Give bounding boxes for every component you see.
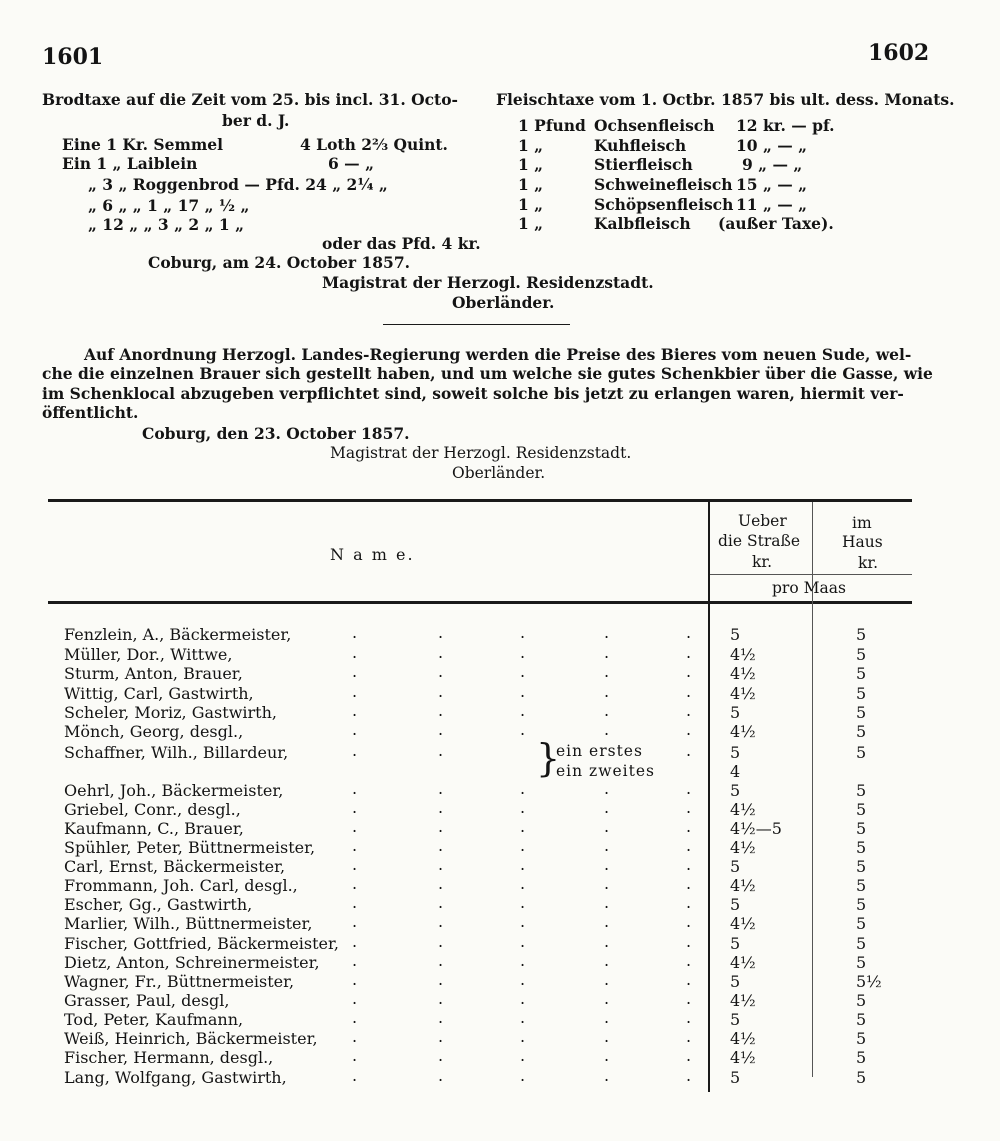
row-name: Spühler, Peter, Büttnermeister, bbox=[64, 838, 316, 857]
row-name: Fischer, Gottfried, Bäckermeister, bbox=[64, 934, 339, 953]
leader-dot: . bbox=[520, 855, 526, 874]
fleisch-meat-6: Kalbfleisch bbox=[594, 214, 691, 233]
section-separator bbox=[383, 324, 570, 325]
fleisch-qty-1: 1 Pfund bbox=[518, 116, 586, 135]
leader-dot: . bbox=[438, 662, 444, 681]
leader-dot: . bbox=[604, 643, 610, 662]
fleisch-price-1: 12 kr. — pf. bbox=[736, 116, 835, 135]
table-divider-main bbox=[708, 502, 710, 1092]
row-name: Wittig, Carl, Gastwirth, bbox=[64, 684, 254, 703]
row-value-street: 4 bbox=[730, 762, 741, 781]
row-name: Weiß, Heinrich, Bäckermeister, bbox=[64, 1029, 318, 1048]
leader-dot: . bbox=[520, 932, 526, 951]
row-value-house: 5 bbox=[856, 914, 867, 933]
row-name: Grasser, Paul, desgl, bbox=[64, 991, 230, 1010]
leader-dot: . bbox=[438, 855, 444, 874]
leader-dot: . bbox=[604, 623, 610, 642]
leader-dot: . bbox=[686, 836, 692, 855]
leader-dot: . bbox=[352, 817, 358, 836]
column-header-per: pro Maas bbox=[772, 579, 846, 597]
brodtaxe-row-2: Ein 1 „ Laiblein bbox=[62, 154, 198, 173]
row-value-house: 5 bbox=[856, 743, 867, 762]
leader-dot: . bbox=[604, 779, 610, 798]
column-header-gasse-1: Ueber bbox=[738, 512, 787, 530]
page-number-right: 1602 bbox=[868, 40, 930, 66]
leader-dot: . bbox=[604, 798, 610, 817]
leader-dot: . bbox=[686, 682, 692, 701]
row-name: Griebel, Conr., desgl., bbox=[64, 800, 241, 819]
fleisch-qty-4: 1 „ bbox=[518, 175, 544, 194]
row-value-house: 5 bbox=[856, 895, 867, 914]
leader-dot: . bbox=[604, 701, 610, 720]
leader-dot: . bbox=[438, 951, 444, 970]
row-value-street: 5 bbox=[730, 857, 741, 876]
leader-dot: . bbox=[520, 989, 526, 1008]
leader-dot: . bbox=[604, 836, 610, 855]
row-value-house: 5 bbox=[856, 781, 867, 800]
row-value-street: 4½ bbox=[730, 1029, 756, 1048]
row-name: Escher, Gg., Gastwirth, bbox=[64, 895, 253, 914]
fleisch-qty-3: 1 „ bbox=[518, 155, 544, 174]
leader-dot: . bbox=[520, 1027, 526, 1046]
row-value-house: 5 bbox=[856, 664, 867, 683]
row-value-house: 5 bbox=[856, 703, 867, 722]
brodtaxe-magistrat: Magistrat der Herzogl. Residenzstadt. bbox=[322, 273, 654, 292]
leader-dot: . bbox=[604, 951, 610, 970]
row-value-street: 4½ bbox=[730, 684, 756, 703]
leader-dot: . bbox=[352, 1046, 358, 1065]
leader-dot: . bbox=[352, 623, 358, 642]
leader-dot: . bbox=[604, 662, 610, 681]
brodtaxe-oder: oder das Pfd. 4 kr. bbox=[322, 234, 481, 253]
leader-dot: . bbox=[604, 912, 610, 931]
leader-dot: . bbox=[686, 874, 692, 893]
row-value-street: 5 bbox=[730, 934, 741, 953]
leader-dot: . bbox=[352, 893, 358, 912]
row-name: Dietz, Anton, Schreinermeister, bbox=[64, 953, 320, 972]
leader-dot: . bbox=[520, 874, 526, 893]
row-value-street: 5 bbox=[730, 972, 741, 991]
fleisch-meat-3: Stierfleisch bbox=[594, 155, 693, 174]
fleisch-price-2: 10 „ — „ bbox=[736, 136, 808, 155]
row-value-street: 4½ bbox=[730, 838, 756, 857]
leader-dot: . bbox=[686, 951, 692, 970]
leader-dot: . bbox=[352, 855, 358, 874]
row-value-house: 5 bbox=[856, 934, 867, 953]
page-number-left: 1601 bbox=[42, 44, 104, 70]
row-name: Schaffner, Wilh., Billardeur, bbox=[64, 743, 289, 762]
leader-dot: . bbox=[352, 701, 358, 720]
row-value-house: 5 bbox=[856, 645, 867, 664]
leader-dot: . bbox=[438, 989, 444, 1008]
brodtaxe-title: Brodtaxe auf die Zeit vom 25. bis incl. 31. Octo- bbox=[42, 90, 458, 109]
fleisch-meat-2: Kuhfleisch bbox=[594, 136, 687, 155]
leader-dot: . bbox=[686, 970, 692, 989]
leader-dot: . bbox=[604, 682, 610, 701]
row-value-street: 4½ bbox=[730, 645, 756, 664]
row-value-house: 5 bbox=[856, 1010, 867, 1029]
row-name: Carl, Ernst, Bäckermeister, bbox=[64, 857, 286, 876]
row-value-street: 5 bbox=[730, 625, 741, 644]
leader-dot: . bbox=[520, 720, 526, 739]
leader-dot: . bbox=[438, 741, 444, 760]
leader-dot: . bbox=[352, 836, 358, 855]
row-name: Müller, Dor., Wittwe, bbox=[64, 645, 233, 664]
bier-paragraph-line-2: che die einzelnen Brauer sich gestellt haben, und um welche sie gutes Schenkbier über die Gasse, wie bbox=[42, 364, 933, 383]
column-header-gasse-2: die Straße bbox=[718, 532, 801, 550]
leader-dot: . bbox=[438, 720, 444, 739]
leader-dot: . bbox=[686, 701, 692, 720]
leader-dot: . bbox=[520, 970, 526, 989]
leader-dot: . bbox=[686, 855, 692, 874]
leader-dot: . bbox=[352, 932, 358, 951]
leader-dot: . bbox=[438, 623, 444, 642]
fleischtaxe-title: Fleischtaxe vom 1. Octbr. 1857 bis ult. dess. Monats. bbox=[496, 90, 955, 109]
leader-dot: . bbox=[352, 951, 358, 970]
leader-dot: . bbox=[686, 1066, 692, 1085]
row-value-house: 5 bbox=[856, 991, 867, 1010]
bier-place-date: Coburg, den 23. October 1857. bbox=[142, 424, 410, 443]
brodtaxe-title-cont: ber d. J. bbox=[222, 111, 290, 130]
leader-dot: . bbox=[438, 970, 444, 989]
row-name: Marlier, Wilh., Büttnermeister, bbox=[64, 914, 313, 933]
leader-dot: . bbox=[438, 1008, 444, 1027]
row-name: Kaufmann, C., Brauer, bbox=[64, 819, 244, 838]
brodtaxe-row-2-weight: 6 — „ bbox=[328, 154, 374, 173]
fleisch-qty-2: 1 „ bbox=[518, 136, 544, 155]
leader-dot: . bbox=[438, 701, 444, 720]
leader-dot: . bbox=[686, 643, 692, 662]
leader-dot: . bbox=[352, 1027, 358, 1046]
fleisch-price-5: 11 „ — „ bbox=[736, 195, 808, 214]
row-name: Lang, Wolfgang, Gastwirth, bbox=[64, 1068, 287, 1087]
column-header-haus-2: Haus bbox=[842, 533, 883, 551]
leader-dot: . bbox=[520, 951, 526, 970]
leader-dot: . bbox=[604, 817, 610, 836]
leader-dot: . bbox=[686, 1046, 692, 1065]
fleisch-meat-4: Schweinefleisch bbox=[594, 175, 733, 194]
row-value-street: 5 bbox=[730, 743, 741, 762]
brace-icon: } bbox=[536, 736, 561, 780]
leader-dot: . bbox=[520, 701, 526, 720]
leader-dot: . bbox=[352, 1066, 358, 1085]
leader-dot: . bbox=[686, 932, 692, 951]
fleisch-price-6: (außer Taxe). bbox=[718, 214, 834, 233]
table-top-rule bbox=[48, 499, 912, 502]
fleisch-price-4: 15 „ — „ bbox=[736, 175, 808, 194]
leader-dot: . bbox=[520, 817, 526, 836]
brace-label-first: ein erstes bbox=[556, 742, 643, 760]
row-value-street: 4½ bbox=[730, 722, 756, 741]
fleisch-qty-5: 1 „ bbox=[518, 195, 544, 214]
leader-dot: . bbox=[520, 893, 526, 912]
leader-dot: . bbox=[604, 720, 610, 739]
column-header-haus-3: kr. bbox=[858, 554, 879, 572]
row-value-house: 5 bbox=[856, 838, 867, 857]
leader-dot: . bbox=[352, 741, 358, 760]
bier-paragraph-line-4: öffentlicht. bbox=[42, 403, 139, 422]
leader-dot: . bbox=[686, 623, 692, 642]
brodtaxe-row-1: Eine 1 Kr. Semmel bbox=[62, 135, 224, 154]
leader-dot: . bbox=[520, 662, 526, 681]
leader-dot: . bbox=[686, 1027, 692, 1046]
leader-dot: . bbox=[520, 779, 526, 798]
row-value-street: 4½ bbox=[730, 991, 756, 1010]
brodtaxe-signer: Oberländer. bbox=[452, 293, 555, 312]
row-value-street: 5 bbox=[730, 895, 741, 914]
leader-dot: . bbox=[604, 970, 610, 989]
table-header-subrule bbox=[710, 574, 912, 575]
leader-dot: . bbox=[352, 970, 358, 989]
leader-dot: . bbox=[686, 912, 692, 931]
brodtaxe-row-5: „ 12 „ „ 3 „ 2 „ 1 „ bbox=[88, 215, 244, 234]
row-name: Sturm, Anton, Brauer, bbox=[64, 664, 243, 683]
row-value-street: 4½—5 bbox=[730, 819, 782, 838]
row-value-street: 4½ bbox=[730, 953, 756, 972]
leader-dot: . bbox=[686, 798, 692, 817]
leader-dot: . bbox=[604, 855, 610, 874]
row-value-house: 5 bbox=[856, 1048, 867, 1067]
leader-dot: . bbox=[520, 798, 526, 817]
leader-dot: . bbox=[438, 893, 444, 912]
fleisch-meat-1: Ochsenfleisch bbox=[594, 116, 715, 135]
leader-dot: . bbox=[604, 1046, 610, 1065]
leader-dot: . bbox=[438, 874, 444, 893]
brodtaxe-row-3: „ 3 „ Roggenbrod — Pfd. 24 „ 2¼ „ bbox=[88, 175, 388, 194]
leader-dot: . bbox=[604, 1008, 610, 1027]
leader-dot: . bbox=[520, 1008, 526, 1027]
leader-dot: . bbox=[352, 912, 358, 931]
leader-dot: . bbox=[352, 1008, 358, 1027]
leader-dot: . bbox=[520, 682, 526, 701]
leader-dot: . bbox=[604, 874, 610, 893]
row-value-street: 4½ bbox=[730, 664, 756, 683]
row-value-house: 5 bbox=[856, 819, 867, 838]
leader-dot: . bbox=[438, 682, 444, 701]
row-value-house: 5 bbox=[856, 1029, 867, 1048]
row-name: Frommann, Joh. Carl, desgl., bbox=[64, 876, 298, 895]
row-name: Oehrl, Joh., Bäckermeister, bbox=[64, 781, 284, 800]
column-header-haus-1: im bbox=[852, 514, 872, 532]
brace-label-second: ein zweites bbox=[556, 762, 655, 780]
leader-dot: . bbox=[352, 989, 358, 1008]
leader-dot: . bbox=[686, 779, 692, 798]
row-value-street: 5 bbox=[730, 703, 741, 722]
leader-dot: . bbox=[438, 817, 444, 836]
row-name: Scheler, Moriz, Gastwirth, bbox=[64, 703, 277, 722]
leader-dot: . bbox=[438, 1066, 444, 1085]
brodtaxe-row-1-weight: 4 Loth 2⅔ Quint. bbox=[300, 135, 448, 154]
leader-dot: . bbox=[604, 1027, 610, 1046]
leader-dot: . bbox=[686, 817, 692, 836]
leader-dot: . bbox=[438, 798, 444, 817]
row-value-house: 5 bbox=[856, 722, 867, 741]
leader-dot: . bbox=[352, 643, 358, 662]
fleisch-price-3: 9 „ — „ bbox=[742, 155, 803, 174]
leader-dot: . bbox=[604, 893, 610, 912]
leader-dot: . bbox=[352, 720, 358, 739]
bier-signer: Oberländer. bbox=[452, 464, 546, 482]
leader-dot: . bbox=[438, 643, 444, 662]
leader-dot: . bbox=[520, 1066, 526, 1085]
leader-dot: . bbox=[352, 779, 358, 798]
row-value-house: 5 bbox=[856, 953, 867, 972]
row-name: Mönch, Georg, desgl., bbox=[64, 722, 244, 741]
row-value-house: 5½ bbox=[856, 972, 882, 991]
leader-dot: . bbox=[438, 932, 444, 951]
row-value-house: 5 bbox=[856, 876, 867, 895]
leader-dot: . bbox=[604, 932, 610, 951]
leader-dot: . bbox=[686, 741, 692, 760]
leader-dot: . bbox=[686, 893, 692, 912]
leader-dot: . bbox=[686, 1008, 692, 1027]
row-value-street: 4½ bbox=[730, 914, 756, 933]
row-name: Tod, Peter, Kaufmann, bbox=[64, 1010, 244, 1029]
bier-paragraph-line-3: im Schenklocal abzugeben verpflichtet sind, soweit solche bis jetzt zu erlangen waren, hiermit ver- bbox=[42, 384, 904, 403]
row-name: Fenzlein, A., Bäckermeister, bbox=[64, 625, 292, 644]
leader-dot: . bbox=[438, 912, 444, 931]
leader-dot: . bbox=[520, 623, 526, 642]
table-header-rule bbox=[48, 601, 912, 604]
leader-dot: . bbox=[520, 643, 526, 662]
row-name: Wagner, Fr., Büttnermeister, bbox=[64, 972, 295, 991]
row-value-street: 4½ bbox=[730, 1048, 756, 1067]
row-value-street: 5 bbox=[730, 1010, 741, 1029]
row-value-house: 5 bbox=[856, 684, 867, 703]
leader-dot: . bbox=[520, 836, 526, 855]
leader-dot: . bbox=[438, 1027, 444, 1046]
row-value-house: 5 bbox=[856, 625, 867, 644]
leader-dot: . bbox=[686, 720, 692, 739]
column-header-gasse-3: kr. bbox=[752, 553, 773, 571]
leader-dot: . bbox=[438, 779, 444, 798]
row-value-house: 5 bbox=[856, 800, 867, 819]
row-value-street: 5 bbox=[730, 1068, 741, 1087]
leader-dot: . bbox=[520, 912, 526, 931]
leader-dot: . bbox=[352, 874, 358, 893]
row-value-street: 5 bbox=[730, 781, 741, 800]
column-header-name: N a m e. bbox=[330, 545, 415, 564]
leader-dot: . bbox=[352, 662, 358, 681]
row-value-street: 4½ bbox=[730, 800, 756, 819]
leader-dot: . bbox=[604, 989, 610, 1008]
leader-dot: . bbox=[520, 1046, 526, 1065]
brodtaxe-place-date: Coburg, am 24. October 1857. bbox=[148, 253, 411, 272]
leader-dot: . bbox=[352, 798, 358, 817]
row-name: Fischer, Hermann, desgl., bbox=[64, 1048, 274, 1067]
brodtaxe-row-4: „ 6 „ „ 1 „ 17 „ ½ „ bbox=[88, 196, 250, 215]
fleisch-qty-6: 1 „ bbox=[518, 214, 544, 233]
leader-dot: . bbox=[438, 836, 444, 855]
bier-paragraph-line-1: Auf Anordnung Herzogl. Landes-Regierung werden die Preise des Bieres vom neuen Sude, wel- bbox=[84, 345, 912, 364]
row-value-house: 5 bbox=[856, 1068, 867, 1087]
leader-dot: . bbox=[438, 1046, 444, 1065]
leader-dot: . bbox=[352, 682, 358, 701]
leader-dot: . bbox=[686, 989, 692, 1008]
leader-dot: . bbox=[686, 662, 692, 681]
row-value-street: 4½ bbox=[730, 876, 756, 895]
fleisch-meat-5: Schöpsenfleisch bbox=[594, 195, 734, 214]
row-value-house: 5 bbox=[856, 857, 867, 876]
bier-magistrat: Magistrat der Herzogl. Residenzstadt. bbox=[330, 444, 632, 462]
leader-dot: . bbox=[604, 1066, 610, 1085]
